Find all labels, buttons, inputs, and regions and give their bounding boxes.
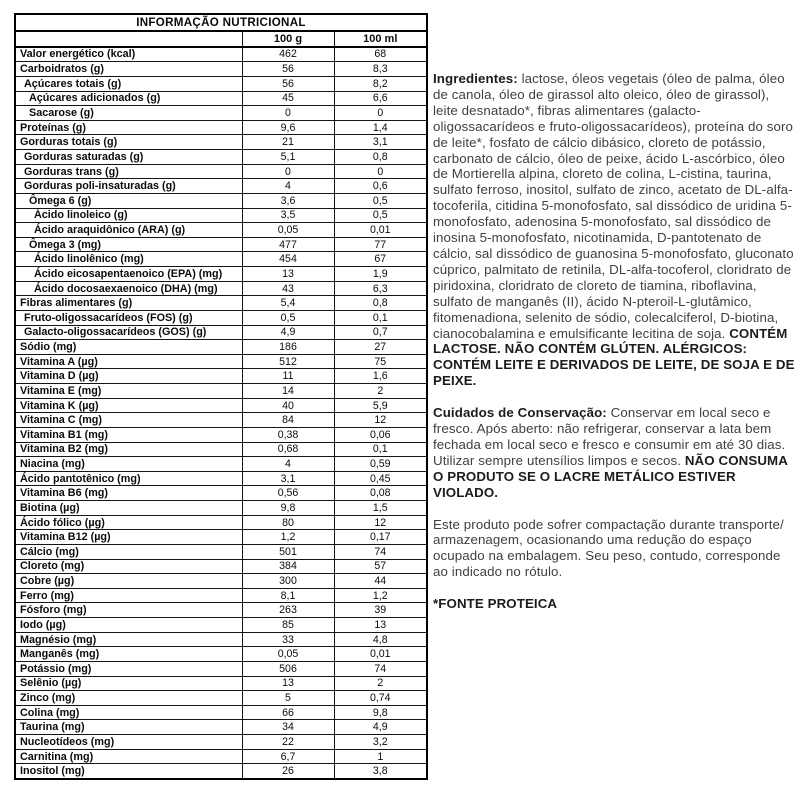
value-100ml: 0,1 [334, 442, 427, 457]
column-header-row [15, 31, 427, 47]
table-row [15, 515, 427, 530]
nutrient-label: Cálcio (mg) [15, 544, 242, 559]
nutrient-label: Ácido fólico (µg) [15, 515, 242, 530]
value-100g: 85 [242, 618, 334, 633]
table-row [15, 647, 427, 662]
table-row [15, 135, 427, 150]
value-100g: 186 [242, 340, 334, 355]
value-100g: 300 [242, 574, 334, 589]
value-100ml: 0,5 [334, 208, 427, 223]
value-100ml: 3,2 [334, 735, 427, 750]
value-100g: 9,8 [242, 501, 334, 516]
table-row [15, 457, 427, 472]
value-100ml: 27 [334, 340, 427, 355]
value-100g: 5,1 [242, 150, 334, 165]
value-100ml: 77 [334, 237, 427, 252]
table-row [15, 442, 427, 457]
value-100g: 26 [242, 764, 334, 779]
value-100ml: 5,9 [334, 398, 427, 413]
value-100ml: 0,17 [334, 530, 427, 545]
nutrient-label: Gorduras saturadas (g) [15, 150, 242, 165]
nutrient-label: Gorduras poli-insaturadas (g) [15, 179, 242, 194]
value-100g: 477 [242, 237, 334, 252]
table-row [15, 296, 427, 311]
value-100ml: 12 [334, 413, 427, 428]
nutrient-label: Vitamina C (mg) [15, 413, 242, 428]
value-100g: 0,5 [242, 310, 334, 325]
value-100ml: 0,06 [334, 427, 427, 442]
value-100ml: 67 [334, 252, 427, 267]
value-100ml: 9,8 [334, 705, 427, 720]
value-100ml: 13 [334, 618, 427, 633]
nutrient-label: Taurina (mg) [15, 720, 242, 735]
value-100ml: 44 [334, 574, 427, 589]
table-row [15, 705, 427, 720]
nutrient-label: Proteínas (g) [15, 120, 242, 135]
table-row [15, 354, 427, 369]
value-100ml: 0,74 [334, 691, 427, 706]
nutrient-label: Vitamina E (mg) [15, 384, 242, 399]
value-100g: 80 [242, 515, 334, 530]
value-100ml: 3,8 [334, 764, 427, 779]
nutrient-label: Ácido araquidônico (ARA) (g) [15, 223, 242, 238]
ingredients-paragraph [433, 71, 797, 389]
value-100ml: 4,8 [334, 632, 427, 647]
column-header-100g: 100 g [242, 31, 334, 47]
table-row [15, 325, 427, 340]
nutrient-label: Vitamina A (µg) [15, 354, 242, 369]
table-row [15, 486, 427, 501]
table-row [15, 47, 427, 62]
value-100g: 3,6 [242, 193, 334, 208]
bold-text-segment: CONTÉM LACTOSE. NÃO CONTÉM GLÚTEN. ALÉRGICOS: CONTÉM LEITE E DERIVADOS DE LEITE, DE SOJA E DE PEIXE. [433, 325, 795, 389]
nutrient-label: Vitamina B1 (mg) [15, 427, 242, 442]
table-row [15, 471, 427, 486]
table-row [15, 603, 427, 618]
table-row [15, 427, 427, 442]
value-100g: 5 [242, 691, 334, 706]
value-100ml: 0 [334, 106, 427, 121]
table-row [15, 310, 427, 325]
value-100g: 4,9 [242, 325, 334, 340]
table-row [15, 544, 427, 559]
value-100g: 34 [242, 720, 334, 735]
value-100g: 0,56 [242, 486, 334, 501]
value-100ml: 0,8 [334, 150, 427, 165]
table-row [15, 193, 427, 208]
value-100ml: 8,3 [334, 62, 427, 77]
value-100ml: 68 [334, 47, 427, 62]
bold-text-segment: NÃO CONSUMA O PRODUTO SE O LACRE METÁLICO ESTIVER VIOLADO. [433, 452, 788, 500]
table-row [15, 62, 427, 77]
nutrient-label: Zinco (mg) [15, 691, 242, 706]
value-100ml: 0,1 [334, 310, 427, 325]
nutrient-label: Cobre (µg) [15, 574, 242, 589]
value-100ml: 1 [334, 749, 427, 764]
value-100g: 43 [242, 281, 334, 296]
table-row [15, 398, 427, 413]
table-row [15, 618, 427, 633]
value-100g: 501 [242, 544, 334, 559]
nutrient-label: Gorduras trans (g) [15, 164, 242, 179]
nutrient-label: Ferro (mg) [15, 588, 242, 603]
nutrient-label: Ácido linoleico (g) [15, 208, 242, 223]
value-100ml: 2 [334, 384, 427, 399]
nutrient-label: Potássio (mg) [15, 661, 242, 676]
value-100g: 384 [242, 559, 334, 574]
value-100ml: 3,1 [334, 135, 427, 150]
nutrient-label: Ácido pantotênico (mg) [15, 471, 242, 486]
value-100g: 56 [242, 76, 334, 91]
value-100ml: 0 [334, 164, 427, 179]
table-row [15, 179, 427, 194]
nutrient-label: Fósforo (mg) [15, 603, 242, 618]
nutrient-label: Açúcares adicionados (g) [15, 91, 242, 106]
value-100ml: 4,9 [334, 720, 427, 735]
nutrient-label: Vitamina K (µg) [15, 398, 242, 413]
nutrient-label: Manganês (mg) [15, 647, 242, 662]
value-100g: 13 [242, 676, 334, 691]
table-row [15, 150, 427, 165]
table-row [15, 661, 427, 676]
value-100ml: 1,6 [334, 369, 427, 384]
value-100g: 66 [242, 705, 334, 720]
nutrient-label: Galacto-oligossacarídeos (GOS) (g) [15, 325, 242, 340]
nutrient-label: Nucleotídeos (mg) [15, 735, 242, 750]
value-100ml: 12 [334, 515, 427, 530]
table-row [15, 208, 427, 223]
nutrient-label: Biotina (µg) [15, 501, 242, 516]
value-100g: 0 [242, 106, 334, 121]
table-row [15, 735, 427, 750]
value-100g: 512 [242, 354, 334, 369]
value-100g: 263 [242, 603, 334, 618]
column-header-empty [15, 31, 242, 47]
value-100g: 3,1 [242, 471, 334, 486]
nutrient-label: Açúcares totais (g) [15, 76, 242, 91]
table-row [15, 267, 427, 282]
nutrient-label: Fruto-oligossacarídeos (FOS) (g) [15, 310, 242, 325]
table-row [15, 574, 427, 589]
value-100ml: 6,6 [334, 91, 427, 106]
value-100ml: 1,4 [334, 120, 427, 135]
nutrient-label: Inositol (mg) [15, 764, 242, 779]
column-header-100ml: 100 ml [334, 31, 427, 47]
compaction-paragraph [433, 517, 797, 581]
value-100g: 22 [242, 735, 334, 750]
nutrient-label: Colina (mg) [15, 705, 242, 720]
value-100g: 462 [242, 47, 334, 62]
table-title-row [15, 14, 427, 31]
table-row [15, 106, 427, 121]
table-row [15, 501, 427, 516]
value-100g: 21 [242, 135, 334, 150]
text-segment: Este produto pode sofrer compactação durante transporte/ armazenagem, ocasionando uma redução do espaço ocupado na embalagem. Seu peso, contudo, corresponde ao indicado no rótulo. [433, 516, 784, 580]
table-row [15, 164, 427, 179]
value-100g: 4 [242, 457, 334, 472]
right-panel [433, 71, 797, 628]
nutrient-label: Sacarose (g) [15, 106, 242, 121]
nutrient-label: Gorduras totais (g) [15, 135, 242, 150]
value-100g: 3,5 [242, 208, 334, 223]
table-row [15, 559, 427, 574]
table-row [15, 691, 427, 706]
nutrient-label: Iodo (µg) [15, 618, 242, 633]
nutrient-label: Selênio (µg) [15, 676, 242, 691]
value-100g: 0,05 [242, 647, 334, 662]
value-100ml: 0,01 [334, 647, 427, 662]
table-row [15, 281, 427, 296]
value-100ml: 6,3 [334, 281, 427, 296]
value-100ml: 0,8 [334, 296, 427, 311]
value-100g: 56 [242, 62, 334, 77]
table-row [15, 76, 427, 91]
nutrient-label: Ômega 3 (mg) [15, 237, 242, 252]
value-100ml: 0,59 [334, 457, 427, 472]
value-100g: 13 [242, 267, 334, 282]
value-100g: 84 [242, 413, 334, 428]
value-100g: 454 [242, 252, 334, 267]
nutrient-label: Magnésio (mg) [15, 632, 242, 647]
table-row [15, 413, 427, 428]
table-title: INFORMAÇÃO NUTRICIONAL [15, 14, 427, 31]
text-segment: lactose, óleos vegetais (óleo de palma, óleo de canola, óleo de girassol alto oleico, óleo de girassol), leite desnatado*, fibras alimentares (galacto-oligossacarídeos e fruto-oligossacarídeos), proteína do soro de leite*, fosfato de cálcio dibásico, cloreto de potássio, carbonato de cálcio, óleo de peixe, ácido L-ascórbico, óleo de Mortierella alpina, cloreto de colina, L-cistina, taurina, sulfato ferroso, inositol, sulfato de zinco, acetato de DL-alfa-tocoferila, citidina 5-monofosfato, sal dissódico de uridina 5-monofosfato, adenosina 5-monofosfato, sal dissódico de inosina 5-monofosfato, nicotinamida, D-pantotenato de cálcio, sal dissódico de guanosina 5-monofosfato, gluconato cúprico, palmitato de retinila, DL-alfa-tocoferol, cloridrato de piridoxina, cloridrato de cloreto de tiamina, riboflavina, sulfato de manganês (II), ácido N-pteroil-L-glutâmico, fitomenadiona, selenito de sódio, colecalciferol, D-biotina, cianocobalamina e emulsificante lecitina de soja. [433, 71, 794, 341]
nutrient-label: Vitamina B6 (mg) [15, 486, 242, 501]
value-100g: 9,6 [242, 120, 334, 135]
table-row [15, 384, 427, 399]
nutrient-label: Fibras alimentares (g) [15, 296, 242, 311]
table-row [15, 223, 427, 238]
nutrient-label: Ácido eicosapentaenoico (EPA) (mg) [15, 267, 242, 282]
nutrient-label: Ácido docosaexaenoico (DHA) (mg) [15, 281, 242, 296]
value-100g: 0 [242, 164, 334, 179]
protein-source-note [433, 596, 797, 612]
nutrient-label: Carboidratos (g) [15, 62, 242, 77]
table-row [15, 91, 427, 106]
value-100ml: 1,9 [334, 267, 427, 282]
value-100ml: 0,6 [334, 179, 427, 194]
value-100g: 1,2 [242, 530, 334, 545]
nutrient-label: Niacina (mg) [15, 457, 242, 472]
value-100g: 0,05 [242, 223, 334, 238]
nutrient-label: Carnitina (mg) [15, 749, 242, 764]
table-row [15, 237, 427, 252]
table-row [15, 252, 427, 267]
value-100ml: 8,2 [334, 76, 427, 91]
table-row [15, 764, 427, 779]
value-100ml: 39 [334, 603, 427, 618]
table-row [15, 369, 427, 384]
value-100ml: 1,5 [334, 501, 427, 516]
table-row [15, 720, 427, 735]
table-row [15, 530, 427, 545]
value-100ml: 57 [334, 559, 427, 574]
table-row [15, 749, 427, 764]
value-100g: 506 [242, 661, 334, 676]
nutrient-label: Vitamina D (µg) [15, 369, 242, 384]
value-100g: 5,4 [242, 296, 334, 311]
value-100g: 4 [242, 179, 334, 194]
value-100g: 11 [242, 369, 334, 384]
value-100ml: 2 [334, 676, 427, 691]
bold-text-segment: Cuidados de Conservação: [433, 405, 611, 421]
value-100ml: 74 [334, 661, 427, 676]
table-row [15, 120, 427, 135]
table-row [15, 632, 427, 647]
nutrient-label: Cloreto (mg) [15, 559, 242, 574]
value-100g: 40 [242, 398, 334, 413]
value-100ml: 74 [334, 544, 427, 559]
table-row [15, 676, 427, 691]
value-100g: 8,1 [242, 588, 334, 603]
bold-text-segment: *FONTE PROTEICA [433, 596, 558, 612]
value-100ml: 0,08 [334, 486, 427, 501]
value-100ml: 0,5 [334, 193, 427, 208]
bold-text-segment: Ingredientes: [433, 71, 522, 86]
table-row [15, 340, 427, 355]
value-100g: 45 [242, 91, 334, 106]
value-100ml: 75 [334, 354, 427, 369]
value-100g: 0,68 [242, 442, 334, 457]
value-100g: 0,38 [242, 427, 334, 442]
nutrient-label: Ômega 6 (g) [15, 193, 242, 208]
nutrient-label: Vitamina B12 (µg) [15, 530, 242, 545]
value-100g: 33 [242, 632, 334, 647]
value-100ml: 0,7 [334, 325, 427, 340]
value-100ml: 0,45 [334, 471, 427, 486]
nutrient-label: Valor energético (kcal) [15, 47, 242, 62]
nutrition-table [14, 13, 428, 780]
value-100ml: 1,2 [334, 588, 427, 603]
table-row [15, 588, 427, 603]
value-100g: 14 [242, 384, 334, 399]
nutrient-label: Vitamina B2 (mg) [15, 442, 242, 457]
value-100g: 6,7 [242, 749, 334, 764]
storage-paragraph [433, 405, 797, 500]
nutrition-table-body [15, 14, 427, 779]
nutrient-label: Sódio (mg) [15, 340, 242, 355]
text-segment: Conservar em local seco e fresco. Após aberto: não refrigerar, conservar a lata bem fechada em local seco e fresco e consumir em até 30 dias. Utilizar sempre utensílios limpos e secos. [433, 405, 786, 468]
value-100ml: 0,01 [334, 223, 427, 238]
nutrient-label: Ácido linolênico (mg) [15, 252, 242, 267]
